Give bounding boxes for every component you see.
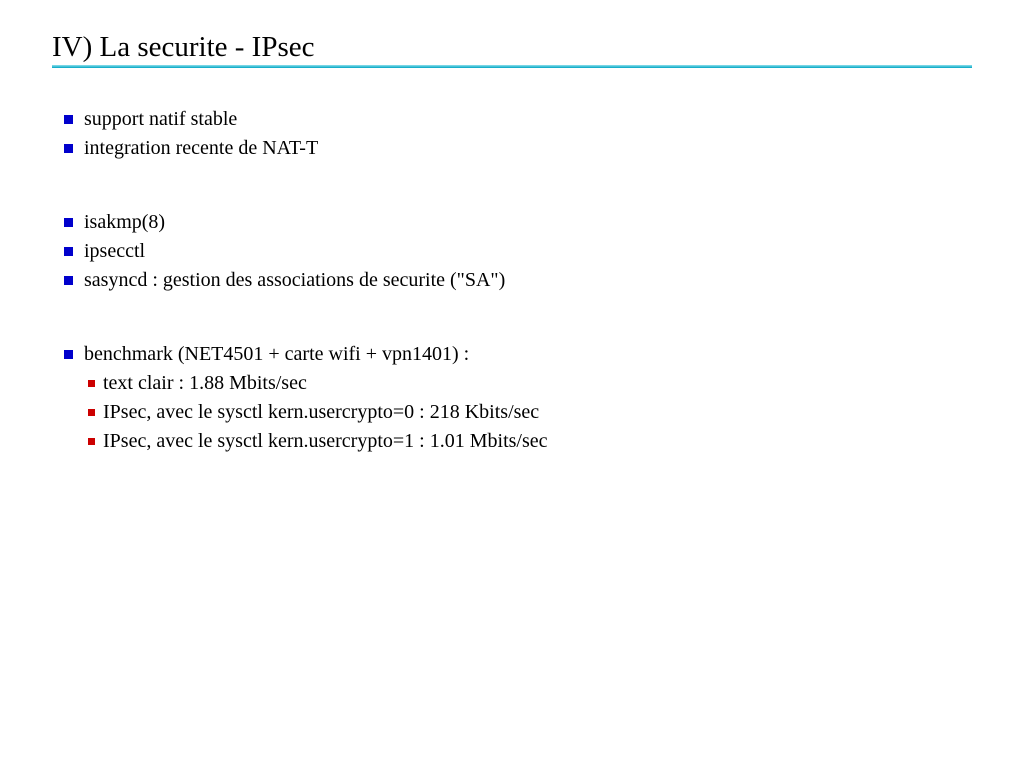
sub-list-item-text: IPsec, avec le sysctl kern.usercrypto=0 : 218 Kbits/sec xyxy=(103,401,540,423)
sub-list-item xyxy=(88,398,972,427)
list-item xyxy=(64,134,972,163)
bullet-square-icon xyxy=(64,350,73,359)
bullet-square-icon xyxy=(64,115,73,124)
sub-bullet-square-icon xyxy=(88,409,95,416)
list-item xyxy=(64,105,972,134)
bullet-square-icon xyxy=(64,218,73,227)
bullet-group-tools xyxy=(52,208,972,295)
list-item-text: support natif stable xyxy=(84,108,238,130)
list-item-text: ipsecctl xyxy=(84,240,146,262)
bullet-group-ipsec-status xyxy=(52,105,972,163)
list-item xyxy=(64,266,972,295)
bullet-square-icon xyxy=(64,144,73,153)
list-item-text: benchmark (NET4501 + carte wifi + vpn1401) : xyxy=(84,343,470,365)
sub-bullet-square-icon xyxy=(88,438,95,445)
slide-content xyxy=(0,30,1024,456)
list-item xyxy=(64,208,972,237)
bullet-group-benchmark xyxy=(52,340,972,456)
list-item xyxy=(64,237,972,266)
sub-list-item xyxy=(88,427,972,456)
sub-list-item-text: text clair : 1.88 Mbits/sec xyxy=(103,372,307,394)
sub-list-item xyxy=(88,369,972,398)
list-item-text: integration recente de NAT-T xyxy=(84,137,319,159)
bullet-square-icon xyxy=(64,276,73,285)
sub-bullet-square-icon xyxy=(88,380,95,387)
bullet-square-icon xyxy=(64,247,73,256)
list-item-text: sasyncd : gestion des associations de securite ("SA") xyxy=(84,269,506,291)
slide-title: IV) La securite - IPsec xyxy=(52,31,315,63)
list-item-text: isakmp(8) xyxy=(84,211,166,233)
list-item xyxy=(64,340,972,369)
bullet-groups xyxy=(52,105,972,456)
title-underline-rule xyxy=(52,65,972,68)
sub-list-item-text: IPsec, avec le sysctl kern.usercrypto=1 : 1.01 Mbits/sec xyxy=(103,430,548,452)
